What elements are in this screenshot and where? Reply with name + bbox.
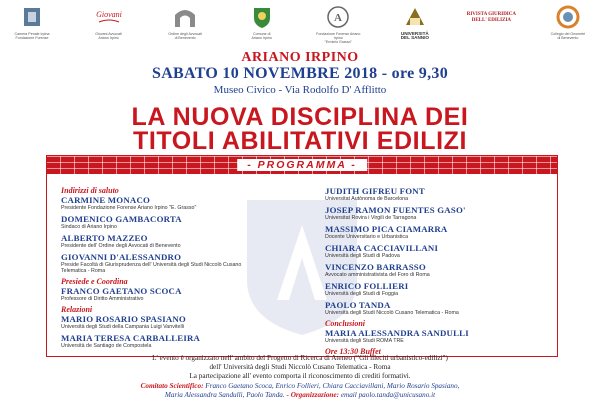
event-city: ARIANO IRPINO bbox=[241, 50, 359, 65]
universita-logo: UNIVERSITÀ DEL SANNIO bbox=[389, 4, 441, 40]
committee-label: Comitato Scientifico: bbox=[140, 382, 204, 390]
speaker-name: ALBERTO MAZZEO bbox=[61, 233, 148, 243]
program-left-column bbox=[61, 186, 331, 349]
speaker-role: Preside Facoltà di Giurisprudenza dell' Università degli Studi Niccolò Cusano Telematica - Roma bbox=[61, 262, 242, 274]
speaker-role: Universitat Autònoma de Barcelona bbox=[325, 196, 409, 202]
footer-project-line: L' evento è organizzato nell' ambito del Progetto di Ricerca di Ateneo ("Gli illeciti urbanistico-edilizi") bbox=[152, 354, 448, 362]
geometri-emblem-icon bbox=[556, 4, 580, 30]
committee-members-continued: Maria Alessandra Sandulli, Paolo Tanda. bbox=[164, 391, 285, 399]
speaker-name: PAOLO TANDA bbox=[325, 300, 391, 310]
event-title-line-2: TITOLI ABILITATIVI EDILIZI bbox=[132, 127, 468, 155]
logo-strip bbox=[0, 0, 600, 48]
footer-university-line: dell' Università degli Studi Niccolò Cusano Telematica - Roma bbox=[209, 363, 391, 371]
event-date: SABATO 10 NOVEMBRE 2018 - ore 9,30 bbox=[152, 65, 448, 82]
rivista-giuridica-logo: RIVISTA GIURIDICA DELL' EDILIZIA bbox=[466, 12, 516, 23]
footer-committee-line bbox=[0, 382, 600, 391]
speaker-name: DOMENICO GAMBACORTA bbox=[61, 214, 182, 224]
organization-label: - Organizzazione: bbox=[286, 391, 340, 399]
section-label-conclusioni: Conclusioni bbox=[325, 319, 366, 328]
speaker-name: JUDITH GIFREU FONT bbox=[325, 186, 425, 196]
comune-ariano-logo: Comune di Ariano Irpino bbox=[236, 4, 288, 40]
speaker-name: MARIA TERESA CARBALLEIRA bbox=[61, 333, 201, 343]
speaker-role: Presidente Fondazione Forense Ariano Irpino "E. Grasso" bbox=[61, 205, 197, 211]
section-label-presiede: Presiede e Coordina bbox=[61, 277, 128, 286]
program-label: - PROGRAMMA - bbox=[237, 159, 367, 171]
giovani-avvocati-logo: Giovani Giovani Avvocati Ariano Irpino bbox=[83, 4, 135, 40]
svg-text:A: A bbox=[334, 12, 343, 24]
section-label-relazioni: Relazioni bbox=[61, 305, 93, 314]
speaker-name: ENRICO FOLLIERI bbox=[325, 281, 409, 291]
footer-credits-line: La partecipazione all' evento comporta il riconoscimento di crediti formativi. bbox=[189, 372, 411, 380]
speaker-name: MASSIMO PICA CIAMARRA bbox=[325, 224, 448, 234]
program-box bbox=[46, 155, 558, 357]
speaker-role: Sindaco di Ariano Irpino bbox=[61, 224, 117, 230]
section-label-saluto: Indirizzi di saluto bbox=[61, 186, 119, 195]
buffet-time: Ore 13:30 Buffet bbox=[325, 347, 381, 356]
camera-penale-emblem-icon bbox=[20, 4, 44, 30]
camera-penale-logo: Camera Penale Irpina Fondazione Forense bbox=[6, 4, 58, 40]
speaker-role: Docente Universitario e Urbanistica bbox=[325, 234, 409, 240]
speaker-role: Università degli Studi di Padova bbox=[325, 253, 400, 259]
speaker-name: CHIARA CACCIAVILLANI bbox=[325, 243, 439, 253]
fondazione-forense-logo: A Fondazione Forense Ariano Irpino "Erminio Grasso" bbox=[312, 4, 364, 44]
ordine-geometri-logo: Collegio dei Geometri di Benevento bbox=[542, 4, 594, 40]
program-right-column bbox=[325, 186, 555, 357]
speaker-role: Università degli Studi ROMA TRE bbox=[325, 338, 404, 344]
footer-organization-line bbox=[0, 391, 600, 400]
event-title-line-1: LA NUOVA DISCIPLINA DEI bbox=[131, 103, 469, 131]
university-crest-icon bbox=[404, 4, 426, 30]
speaker-name: JOSEP RAMON FUENTES GASO' bbox=[325, 205, 466, 215]
organization-contact[interactable]: email paolo.tanda@unicusano.it bbox=[340, 391, 436, 399]
speaker-role: Università degli Studi Niccolò Cusano Telematica - Roma bbox=[325, 310, 459, 316]
speaker-role: Universitat Rovira i Virgili de Tarragona bbox=[325, 215, 417, 221]
speaker-role: Professore di Diritto Amministrativo bbox=[61, 296, 144, 302]
speaker-role: Università degli Studi della Campania Luigi Vanvitelli bbox=[61, 324, 184, 330]
svg-text:Giovani: Giovani bbox=[95, 10, 122, 19]
speaker-name: FRANCO GAETANO SCOCA bbox=[61, 286, 182, 296]
committee-members: Franco Gaetano Scoca, Enrico Follieri, Chiara Cacciavillani, Mario Rosario Spasiano, bbox=[205, 382, 460, 390]
arch-emblem-icon bbox=[172, 4, 198, 30]
speaker-role: Università degli Studi di Foggia bbox=[325, 291, 399, 297]
speaker-role: Presidente dell' Ordine degli Avvocati di Benevento bbox=[61, 243, 181, 249]
ordine-avvocati-logo: Ordine degli Avvocati di Benevento bbox=[159, 4, 211, 40]
speaker-role: Università de Santiago de Compostela bbox=[61, 343, 152, 349]
speaker-name: VINCENZO BARRASSO bbox=[325, 262, 426, 272]
speaker-name: MARIO ROSARIO SPASIANO bbox=[61, 314, 186, 324]
event-venue: Museo Civico - Via Rodolfo D' Afflitto bbox=[213, 84, 387, 96]
speaker-role: Avvocato amministrativista del Foro di Roma bbox=[325, 272, 430, 278]
speaker-name: MARIA ALESSANDRA SANDULLI bbox=[325, 328, 469, 338]
speaker-name: CARMINE MONACO bbox=[61, 195, 151, 205]
fondazione-emblem-icon bbox=[327, 4, 349, 30]
coat-of-arms-icon bbox=[252, 4, 272, 30]
giovani-avvocati-emblem-icon bbox=[94, 4, 124, 30]
speaker-name: GIOVANNI D'ALESSANDRO bbox=[61, 252, 182, 262]
